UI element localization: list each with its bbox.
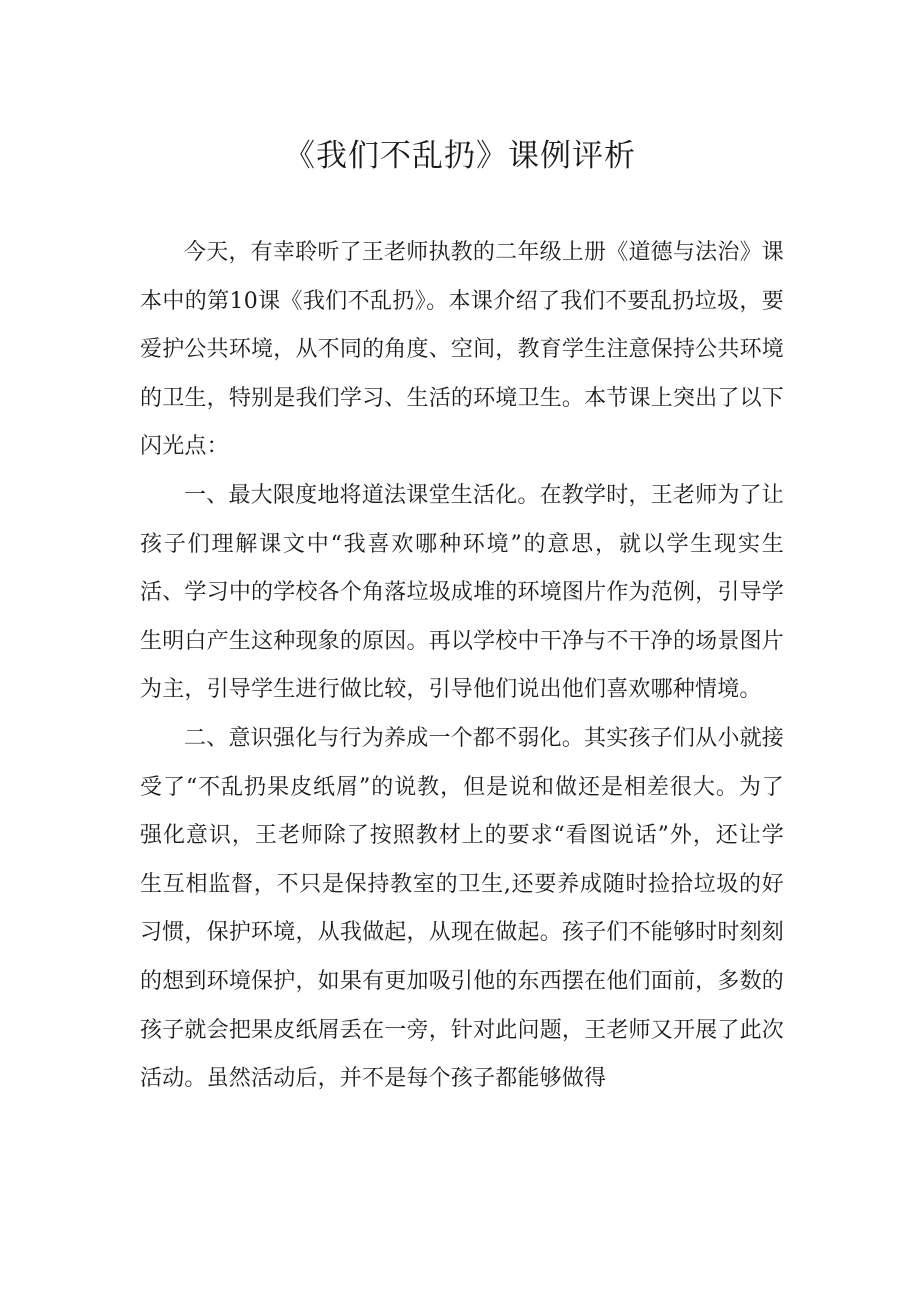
paragraph-point-one: 一、最大限度地将道法课堂生活化。在教学时，王老师为了让孩子们理解课文中“我喜欢哪种环境”的意思，就以学生现实生活、学习中的学校各个角落垃圾成堆的环境图片作为范例，引导学生明白产生这种现象的原因。再以学校中干净与不干净的场景图片为主，引导学生进行做比较，引导他们说出他们喜欢哪种情境。 [140, 482, 784, 703]
paragraph-point-two: 二、意识强化与行为养成一个都不弱化。其实孩子们从小就接受了“不乱扔果皮纸屑”的说教，但是说和做还是相差很大。为了强化意识，王老师除了按照教材上的要求“看图说话”外，还让学生互相监督，不只是保持教室的卫生,还要养成随时捡拾垃圾的好习惯，保护环境，从我做起，从现在做起。孩子们不能够时时刻刻的想到环境保护，如果有更加吸引他的东西摆在他们面前，多数的孩子就会把果皮纸屑丢在一旁，针对此问题，王老师又开展了此次活动。虽然活动后，并不是每个孩子都能够做得 [140, 725, 784, 1092]
document-body [140, 229, 784, 1104]
page-title: 《我们不乱扔》课例评析 [284, 138, 636, 174]
paragraph-intro: 今天，有幸聆听了王老师执教的二年级上册《道德与法治》课本中的第10课《我们不乱扔》。本课介绍了我们不要乱扔垃圾，要爱护公共环境，从不同的角度、空间，教育学生注意保持公共环境的卫生，特别是我们学习、生活的环境卫生。本节课上突出了以下闪光点： [140, 240, 784, 460]
